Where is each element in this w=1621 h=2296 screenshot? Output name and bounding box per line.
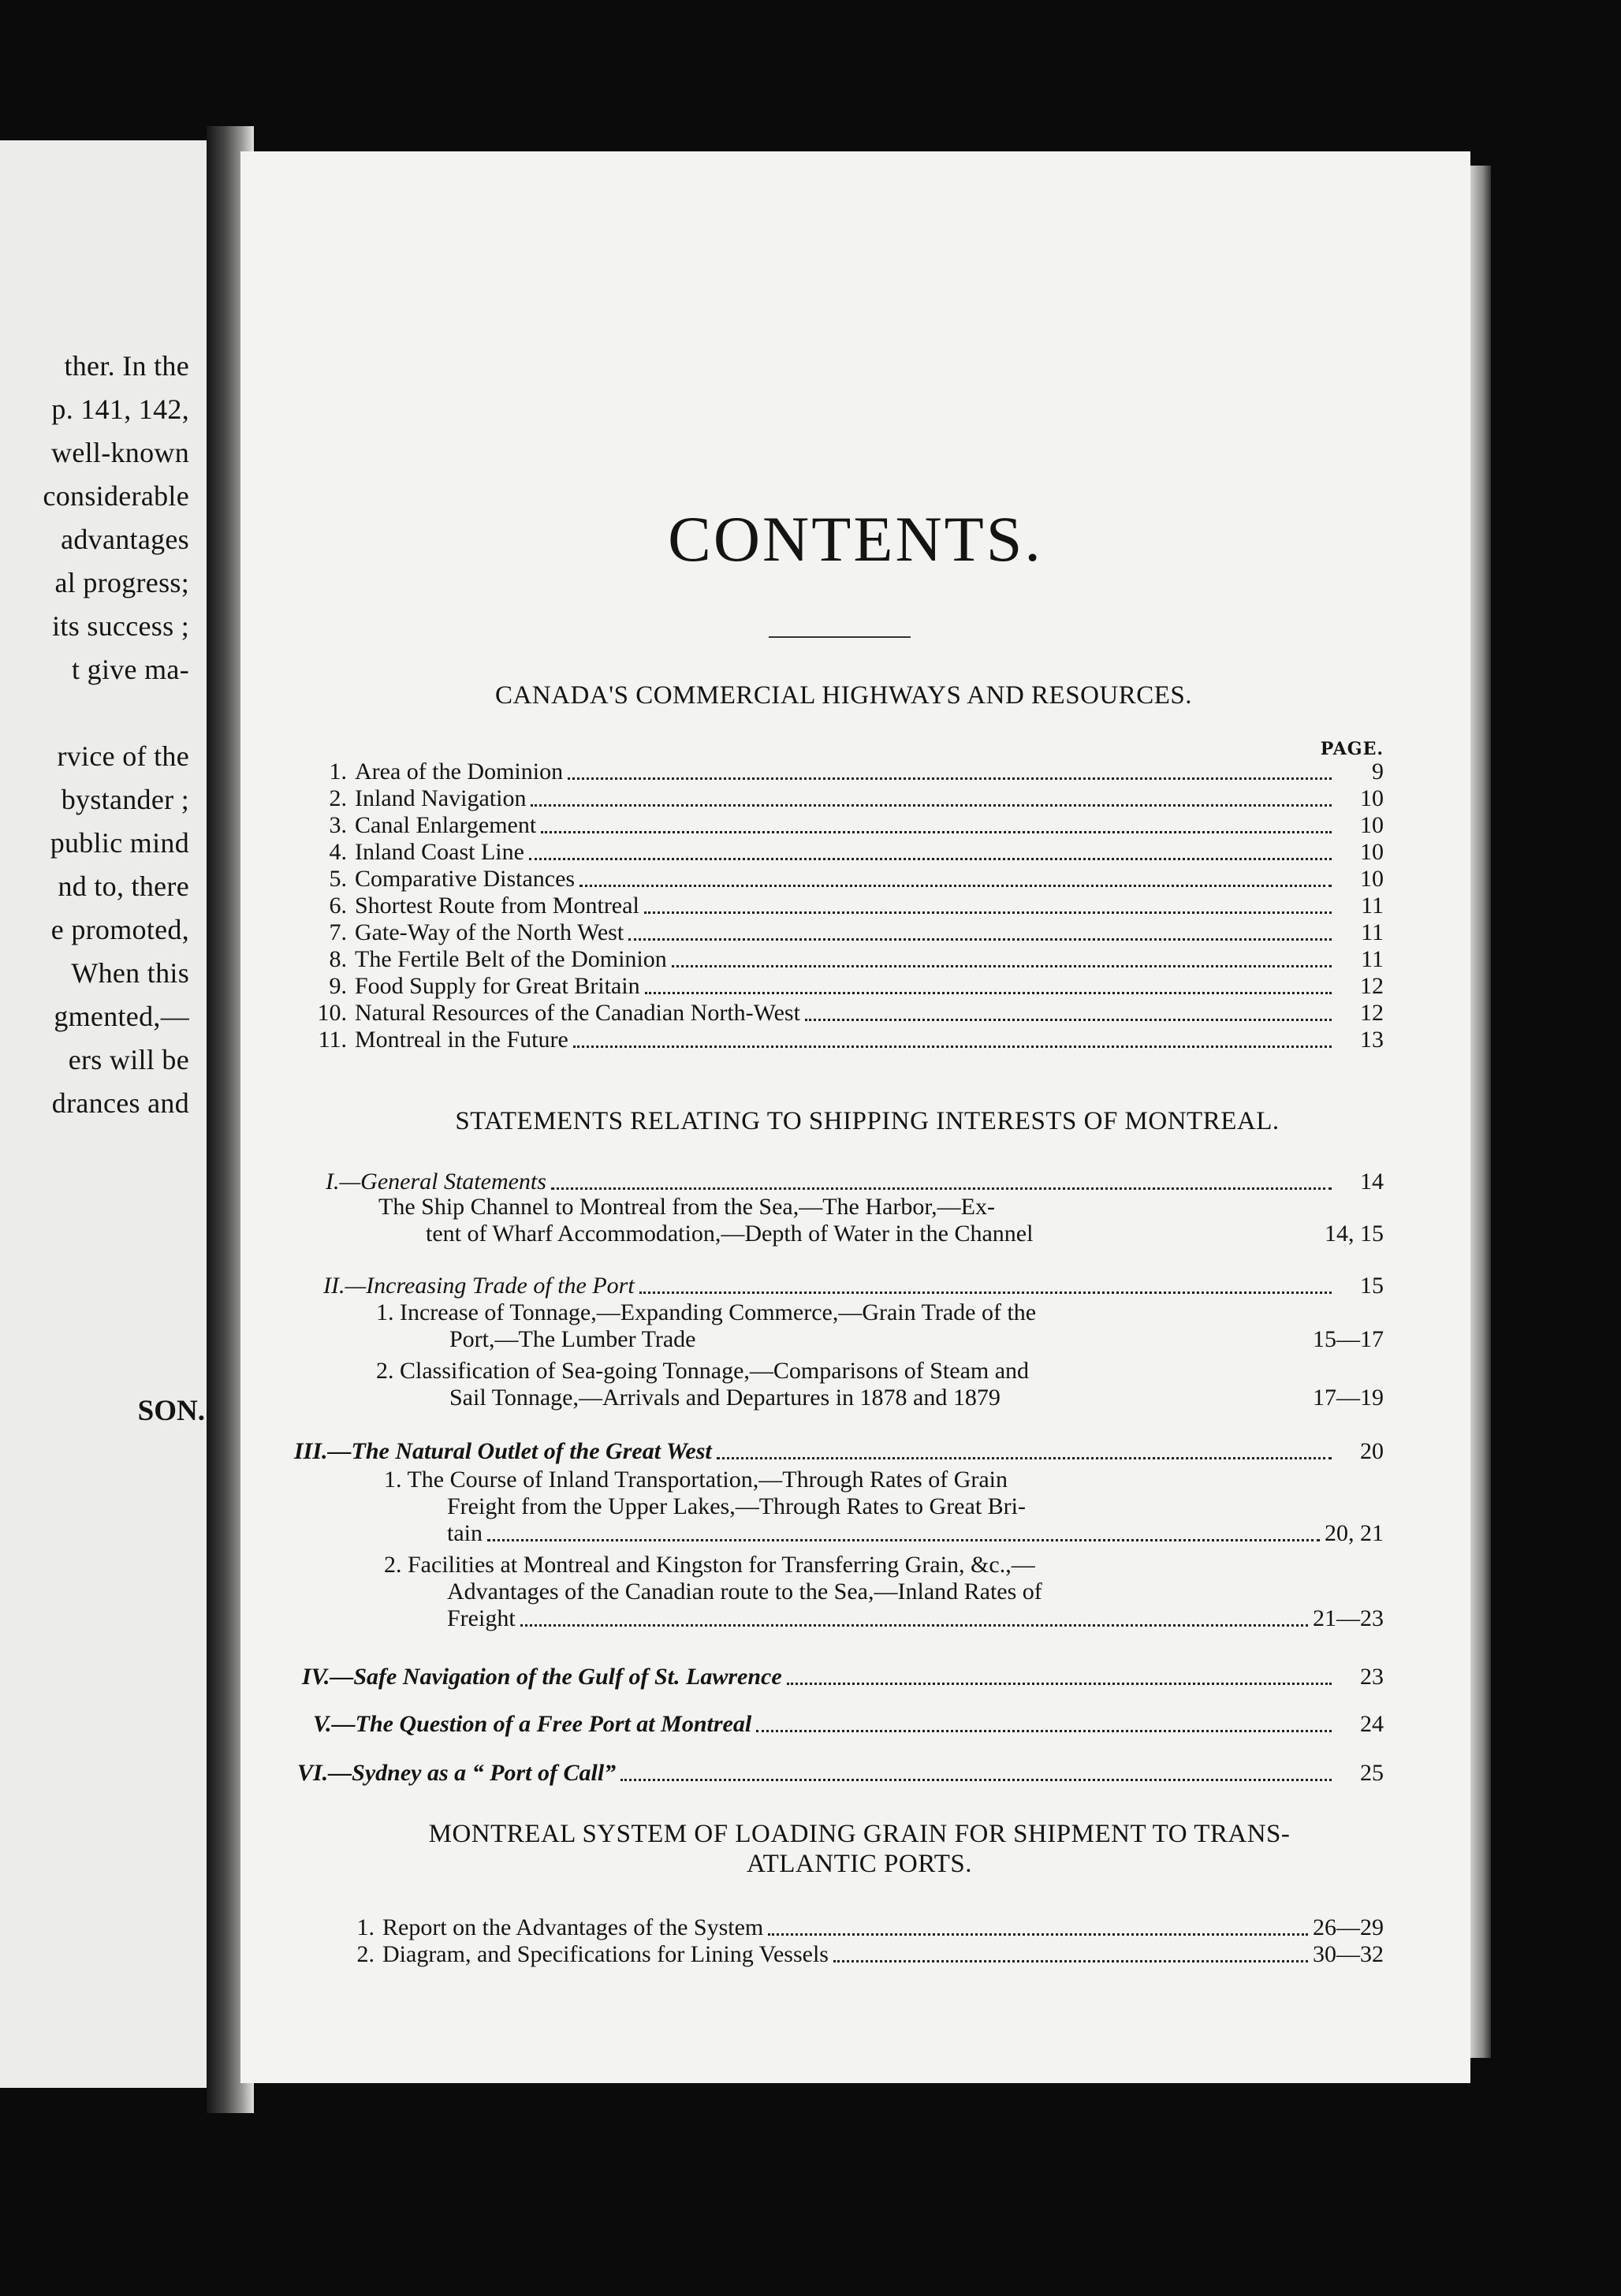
left-line: considerable — [43, 480, 189, 512]
contents-page — [240, 151, 1470, 2083]
dot-leader — [756, 1730, 1332, 1732]
dot-leader — [645, 992, 1332, 994]
dot-leader — [768, 1933, 1308, 1936]
dot-leader — [644, 911, 1332, 914]
left-line: advantages — [61, 524, 189, 555]
entry-number: 3. — [329, 812, 347, 838]
entry-label: Gate-Way of the North West — [355, 919, 624, 945]
entry-page: 10 — [1360, 839, 1384, 865]
dot-leader — [573, 1046, 1332, 1048]
left-line: al progress; — [54, 567, 189, 598]
entry-label: III.—The Natural Outlet of the Great West — [294, 1438, 712, 1464]
entry-description: The Ship Channel to Montreal from the Sea,—The Harbor,—Ex- — [378, 1194, 995, 1220]
entry-description: 2. Classification of Sea-going Tonnage,—Comparisons of Steam and — [376, 1358, 1030, 1384]
toc-entry-increasing-trade[interactable] — [323, 1273, 1384, 1299]
toc-entry[interactable] — [240, 758, 1384, 785]
entry-page: 26—29 — [1313, 1914, 1384, 1940]
entry-page: 17—19 — [1313, 1385, 1384, 1411]
left-line: its success ; — [52, 610, 189, 642]
dot-leader — [487, 1539, 1320, 1541]
left-line: ther. In the — [64, 350, 189, 382]
toc-entry[interactable] — [240, 785, 1384, 812]
entry-label: Sail Tonnage,—Arrivals and Departures in 1878 and 1879 — [449, 1385, 1001, 1411]
left-line: p. 141, 142, — [51, 393, 189, 425]
toc-entry[interactable] — [240, 1027, 1384, 1053]
entry-description: 1. The Course of Inland Transportation,—Through Rates of Grain — [384, 1467, 1008, 1493]
entry-label: Diagram, and Specifications for Lining Vessels — [382, 1941, 829, 1967]
entry-label: Montreal in the Future — [355, 1027, 568, 1053]
entry-number: 1. — [356, 1914, 375, 1940]
entry-number: 6. — [329, 893, 347, 919]
entry-label: Food Supply for Great Britain — [355, 973, 640, 999]
left-line: well-known — [51, 437, 189, 468]
entry-page: 20 — [1360, 1438, 1384, 1464]
toc-entry-natural-outlet[interactable] — [294, 1438, 1384, 1465]
left-facing-page — [0, 140, 207, 2088]
entry-label: Freight — [447, 1605, 516, 1631]
entry-description: Freight from the Upper Lakes,—Through Rates to Great Bri- — [447, 1493, 1026, 1519]
dot-leader — [531, 804, 1332, 807]
dot-leader — [551, 1187, 1332, 1190]
entry-label: Comparative Distances — [355, 866, 576, 892]
entry-label: Inland Coast Line — [355, 839, 524, 865]
left-line: ers will be — [68, 1044, 189, 1075]
entry-page: 24 — [1360, 1711, 1384, 1737]
entry-page: 15—17 — [1313, 1326, 1384, 1352]
toc-entry[interactable] — [240, 919, 1384, 946]
entry-page: 25 — [1360, 1760, 1384, 1786]
dot-leader — [805, 1019, 1332, 1021]
entry-label: tain — [447, 1520, 483, 1546]
entry-label: Report on the Advantages of the System — [382, 1914, 764, 1940]
dot-leader — [620, 1779, 1332, 1781]
dot-leader — [568, 777, 1332, 780]
entry-description: 1. Increase of Tonnage,—Expanding Commerce,—Grain Trade of the — [376, 1299, 1037, 1325]
entry-number: 10. — [317, 1000, 347, 1026]
dot-leader — [529, 858, 1332, 860]
title-rule — [769, 636, 911, 638]
dot-leader — [628, 938, 1332, 941]
toc-entry[interactable] — [240, 946, 1384, 973]
toc-entry[interactable] — [240, 893, 1384, 919]
entry-page: 10 — [1360, 866, 1384, 892]
entry-description: 2. Facilities at Montreal and Kingston for Transferring Grain, &c.,— — [384, 1552, 1035, 1578]
page-column-label: PAGE. — [1320, 739, 1384, 759]
left-line: bystander ; — [61, 784, 189, 815]
dot-leader — [672, 965, 1332, 967]
entry-number: 2. — [329, 785, 347, 811]
entry-label: Port,—The Lumber Trade — [449, 1326, 696, 1352]
entry-label: IV.—Safe Navigation of the Gulf of St. Lawrence — [302, 1664, 782, 1690]
entry-number: 11. — [318, 1027, 347, 1053]
left-line: e promoted, — [50, 914, 189, 945]
left-line: drances and — [51, 1087, 189, 1119]
toc-entry[interactable] — [240, 1000, 1384, 1027]
entry-page: 13 — [1360, 1027, 1384, 1053]
entry-page: 14, 15 — [1325, 1221, 1384, 1247]
left-page-heading: SON. — [137, 1395, 205, 1427]
entry-page: 20, 21 — [1325, 1520, 1384, 1546]
left-line: t give ma- — [72, 654, 189, 685]
toc-subentry[interactable] — [447, 1605, 1384, 1632]
toc-entry[interactable] — [240, 866, 1384, 893]
entry-page: 21—23 — [1313, 1605, 1384, 1631]
entry-label: VI.—Sydney as a “ Port of Call” — [297, 1760, 617, 1786]
toc-entry[interactable] — [240, 1914, 1384, 1941]
dot-leader — [833, 1960, 1308, 1962]
left-line: When this — [71, 957, 189, 989]
entry-label: Shortest Route from Montreal — [355, 893, 639, 919]
entry-page: 11 — [1361, 946, 1384, 972]
entry-label: Area of the Dominion — [355, 758, 564, 785]
toc-subentry[interactable] — [449, 1385, 1384, 1411]
entry-label: Natural Resources of the Canadian North-West — [355, 1000, 800, 1026]
section-title-shipping: STATEMENTS RELATING TO SHIPPING INTERESTS OF MONTREAL. — [455, 1107, 1280, 1135]
entry-number: 7. — [329, 919, 347, 945]
toc-entry[interactable] — [240, 839, 1384, 866]
entry-number: 5. — [329, 866, 347, 892]
dot-leader — [717, 1457, 1332, 1459]
section-title-grain-loading-cont: ATLANTIC PORTS. — [746, 1850, 973, 1878]
entry-description: tent of Wharf Accommodation,—Depth of Water in the Channel — [426, 1221, 1034, 1247]
entry-number: 9. — [329, 973, 347, 999]
dot-leader — [541, 831, 1332, 833]
dot-leader — [639, 1292, 1332, 1294]
entry-label: I.—General Statements — [326, 1168, 546, 1195]
section-title-highways: CANADA'S COMMERCIAL HIGHWAYS AND RESOURCES. — [494, 681, 1193, 710]
entry-page: 15 — [1360, 1273, 1384, 1299]
entry-page: 10 — [1360, 812, 1384, 838]
entry-page: 30—32 — [1313, 1941, 1384, 1967]
entry-page: 11 — [1361, 893, 1384, 919]
entry-label: V.—The Question of a Free Port at Montreal — [313, 1711, 752, 1737]
entry-number: 2. — [356, 1941, 375, 1967]
toc-entry-safe-navigation[interactable] — [302, 1664, 1384, 1690]
page-edge — [1470, 166, 1491, 2058]
toc-entry-general-statements[interactable] — [326, 1168, 1384, 1195]
entry-page: 23 — [1360, 1664, 1384, 1690]
entry-page: 12 — [1360, 973, 1384, 999]
section-title-grain-loading: MONTREAL SYSTEM OF LOADING GRAIN FOR SHIPMENT TO TRANS- — [428, 1820, 1291, 1848]
dot-leader — [520, 1624, 1308, 1627]
entry-page: 14 — [1360, 1168, 1384, 1195]
toc-entry[interactable] — [240, 973, 1384, 1000]
entry-description: Advantages of the Canadian route to the Sea,—Inland Rates of — [447, 1578, 1042, 1605]
dot-leader — [579, 885, 1332, 887]
left-line: rvice of the — [57, 740, 189, 772]
entry-label: Inland Navigation — [355, 785, 527, 811]
left-line: public mind — [50, 827, 189, 859]
toc-entry-sydney[interactable] — [297, 1760, 1384, 1787]
entry-number: 1. — [329, 758, 347, 785]
entry-number: 4. — [329, 839, 347, 865]
toc-entry-free-port[interactable] — [313, 1711, 1384, 1738]
dot-leader — [787, 1683, 1332, 1685]
entry-label: II.—Increasing Trade of the Port — [323, 1273, 635, 1299]
entry-page: 12 — [1360, 1000, 1384, 1026]
left-line: gmented,— — [54, 1001, 189, 1032]
toc-entry[interactable] — [240, 1941, 1384, 1968]
entry-label: Canal Enlargement — [355, 812, 537, 838]
left-line: nd to, there — [58, 870, 189, 902]
toc-subentry[interactable] — [447, 1520, 1384, 1547]
toc-subentry[interactable] — [449, 1326, 1384, 1353]
entry-label: The Fertile Belt of the Dominion — [355, 946, 667, 972]
entry-page: 10 — [1360, 785, 1384, 811]
entry-number: 8. — [329, 946, 347, 972]
page-title: CONTENTS. — [668, 503, 1043, 575]
entry-page: 9 — [1372, 758, 1384, 785]
entry-page: 11 — [1361, 919, 1384, 945]
toc-entry[interactable] — [240, 812, 1384, 839]
